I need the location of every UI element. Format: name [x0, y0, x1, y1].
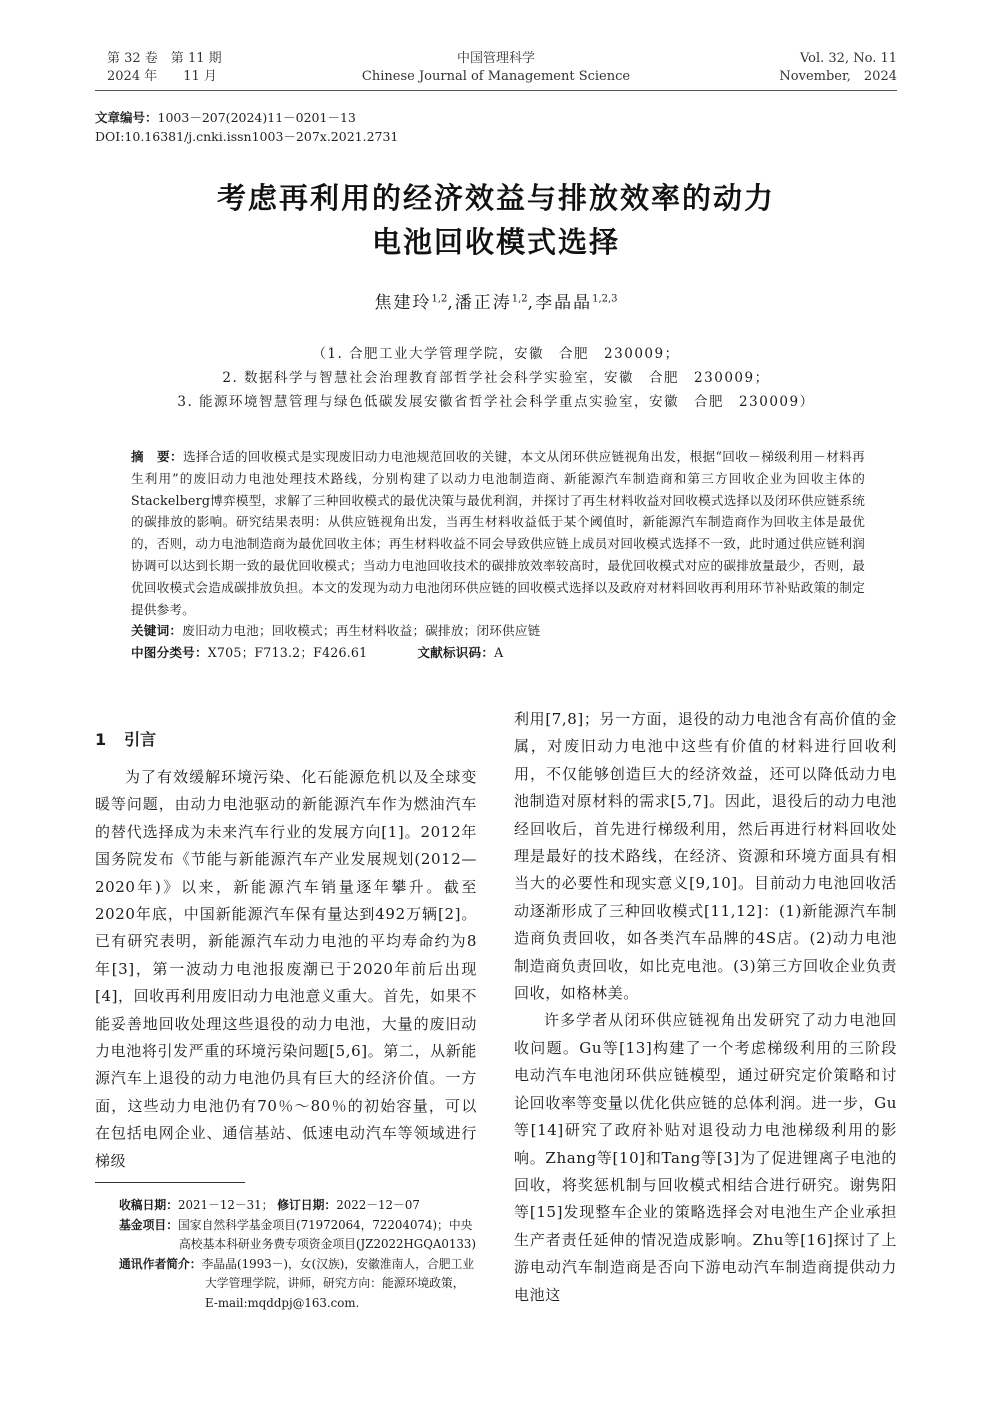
- left-column: [95, 764, 477, 1175]
- affiliation-3: 3. 能源环境智慧管理与绿色低碳发展安徽省哲学社会科学重点实验室，安徽 合肥 230009）: [177, 394, 815, 410]
- keywords: 关键词：废旧动力电池；回收模式；再生材料收益；碳排放；闭环供应链: [131, 623, 541, 639]
- title-line-2: 电池回收模式选择: [371, 225, 620, 259]
- journal-name-en: Chinese Journal of Management Science: [361, 69, 631, 84]
- paragraph: 利用[7,8]；另一方面，退役的动力电池含有高价值的金属，对废旧动力电池中这些有价值的材料进行回收利用，不仅能够创造巨大的经济效益，还可以降低动力电池制造对原材料的需求[5,7]。因此，退役后的动力电池经回收后，首先进行梯级利用，然后再进行材料回收处理是最好的技术路线，在经济、资源和环境方面具有相当大的必要性和现实意义[9,10]。目前动力电池回收活动逐渐形成了三种回收模式[11,12]：(1)新能源汽车制造商负责回收，如各类汽车品牌的4S店。(2)动力电池制造商负责回收，如比克电池。(3)第三方回收企业负责回收，如格林美。: [514, 710, 897, 1003]
- header-journal: [296, 50, 696, 86]
- abstract: [131, 446, 865, 620]
- classification: 中图分类号：X705；F713.2；F426.61 文献标识码：A: [131, 645, 504, 661]
- header-rule: [95, 90, 897, 91]
- affiliation-1: （1. 合肥工业大学管理学院，安徽 合肥 230009；: [312, 346, 680, 362]
- footnotes: [119, 1196, 477, 1313]
- article-meta: [95, 108, 398, 146]
- affiliation-2: 2. 数据科学与智慧社会治理教育部哲学社会科学实验室，安徽 合肥 230009；: [222, 370, 770, 386]
- paragraph: 为了有效缓解环境污染、化石能源危机以及全球变暖等问题，由动力电池驱动的新能源汽车作为燃油汽车的替代选择成为未来汽车行业的发展方向[1]。2012年国务院发布《节能与新能源汽车产业发展规划(2012—2020年)》以来，新能源汽车销量逐年攀升。截至2020年底，中国新能源汽车保有量达到492万辆[2]。已有研究表明，新能源汽车动力电池的平均寿命约为8年[3]，第一波动力电池报废潮已于2020年前后出现[4]，回收再利用废旧动力电池意义重大。首先，如果不能妥善地回收处理这些退役的动力电池，大量的废旧动力电池将引发严重的环境污染问题[5,6]。第二，从新能源汽车上退役的动力电池仍具有巨大的经济价值。一方面，这些动力电池仍有70％～80％的初始容量，可以在包括电网企业、通信基站、低速电动汽车等领域进行梯级: [95, 768, 477, 1170]
- abstract-label: 摘 要：: [131, 449, 183, 464]
- affiliations: [95, 342, 897, 414]
- footnote-author: 通讯作者简介：李晶晶(1993－)，女(汉族)，安徽淮南人，合肥工业大学管理学院，讲师，研究方向：能源环境政策，E-mail:mqddpj@163.com.: [119, 1256, 475, 1310]
- header-vol-en: [779, 50, 897, 86]
- footnote-rule: [95, 1182, 245, 1183]
- author: 潘正涛$^{1,2}$,: [454, 293, 536, 313]
- author: 李晶晶$^{1,2,3}$: [535, 293, 618, 313]
- right-column: [514, 706, 897, 1309]
- author-list: [95, 288, 897, 313]
- header-date-cn: 2024 年 11 月: [107, 69, 217, 84]
- title-line-1: 考虑再利用的经济效益与排放效率的动力: [216, 181, 775, 215]
- abstract-block: [131, 446, 865, 664]
- header-vol-no: Vol. 32, No. 11: [799, 51, 897, 66]
- abstract-text: 选择合适的回收模式是实现废旧动力电池规范回收的关键，本文从闭环供应链视角出发，根据“回收－梯级利用－材料再生利用”的废旧动力电池处理技术路线，分别构建了以动力电池制造商、新能源汽车制造商和第三方回收企业为回收主体的Stackelberg博弈模型，求解了三种回收模式的最优决策与最优利润，并探讨了再生材料收益对回收模式选择以及闭环供应链系统的碳排放的影响。研究结果表明：从供应链视角出发，当再生材料收益低于某个阈值时，新能源汽车制造商作为回收主体是最优的，否则，动力电池制造商为最优回收主体；再生材料收益不同会导致供应链上成员对回收模式选择不一致，此时通过供应链利润协调可以达到长期一致的最优回收模式；当动力电池回收技术的碳排放效率较高时，最优回收模式对应的碳排放量最少，否则，最优回收模式会造成碳排放负担。本文的发现为动力电池闭环供应链的回收模式选择以及政府对材料回收再利用环节补贴政策的制定提供参考。: [131, 449, 865, 617]
- paragraph: 许多学者从闭环供应链视角出发研究了动力电池回收问题。Gu等[13]构建了一个考虑梯级利用的三阶段电动汽车电池闭环供应链模型，通过研究定价策略和讨论回收率等变量以优化供应链的总体利润。进一步，Gu等[14]研究了政府补贴对退役动力电池梯级利用的影响。Zhang等[10]和Tang等[3]为了促进锂离子电池的回收，将奖惩机制与回收模式相结合进行研究。谢隽阳等[15]发现整车企业的策略选择会对电池生产企业承担生产者责任延伸的情况造成影响。Zhu等[16]探讨了上游电动汽车制造商是否向下游电动汽车制造商提供动力电池这: [514, 1011, 897, 1304]
- header-month-year: November, 2024: [779, 69, 897, 84]
- header-volume-issue: [107, 50, 222, 86]
- footnote-fund: 基金项目：国家自然科学基金项目(71972064，72204074)；中央高校基本科研业务费专项资金项目(JZ2022HGQA0133): [119, 1217, 477, 1251]
- article-title: [95, 176, 897, 264]
- footnote-dates: 收稿日期：2021－12－31； 修订日期：2022－12－07: [119, 1198, 420, 1212]
- doi: DOI:10.16381/j.cnki.issn1003－207x.2021.2731: [95, 129, 399, 144]
- section-heading: 1 引言: [95, 730, 157, 749]
- author: 焦建玲$^{1,2}$,: [374, 293, 455, 313]
- article-number: 文章编号：1003－207(2024)11－0201－13: [95, 110, 356, 125]
- journal-name-cn: 中国管理科学: [456, 51, 535, 66]
- header-volume: 第 32 卷 第 11 期: [107, 51, 222, 66]
